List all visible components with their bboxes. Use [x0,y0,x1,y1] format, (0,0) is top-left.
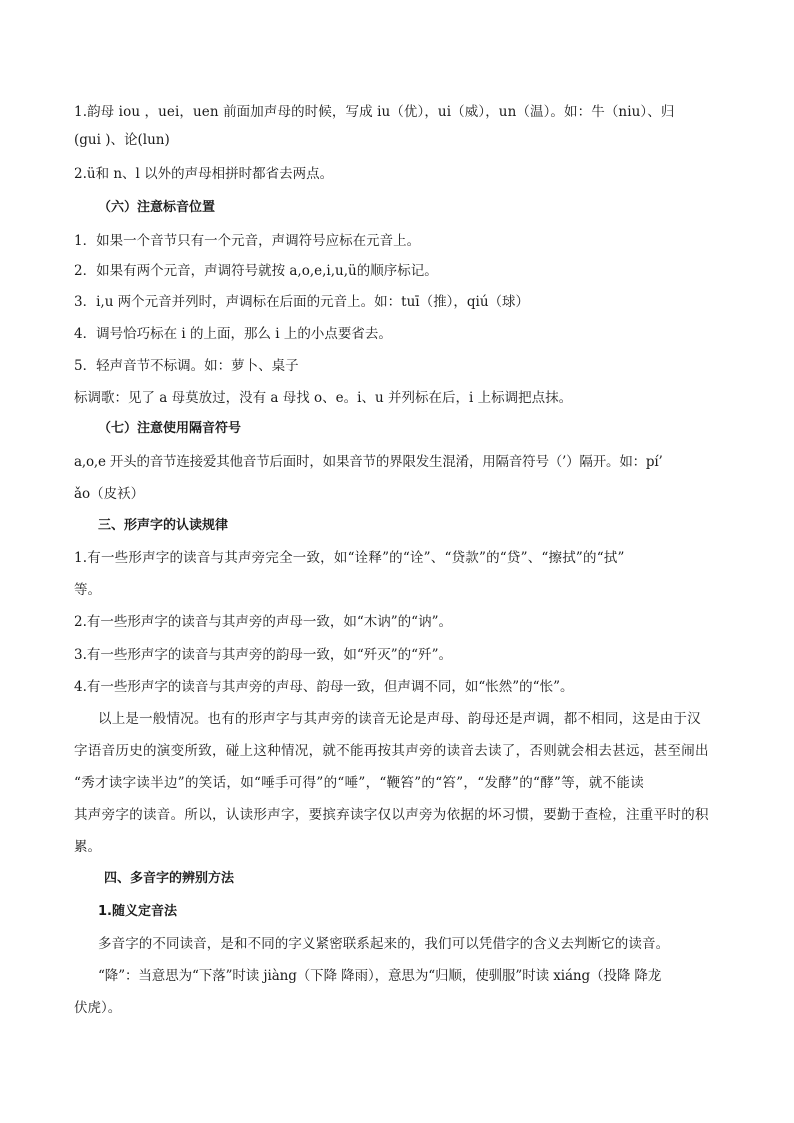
paragraph-line: “降”：当意思为“下落”时读 jiàng（下降 降雨），意思为“归顺，使驯服”时读 xiáng（投降 降龙 [98,968,662,984]
paragraph-line: 伏虎）。 [74,1000,122,1016]
paragraph-line: 以上是一般情况。也有的形声字与其声旁的读音无论是声母、韵母还是声调，都不相同，这是由于汉 [98,711,701,727]
paragraph-line: (gui )、论(lun) [74,132,170,148]
paragraph-line: 标调歌：见了 a 母莫放过，没有 a 母找 o、e。i、u 并列标在后，i 上标调把点抹。 [74,390,573,406]
paragraph-line: 5．轻声音节不标调。如：萝卜、桌子 [74,358,299,374]
paragraph-line: 3.有一些形声字的读音与其声旁的韵母一致，如“歼灭”的“歼”。 [74,647,452,663]
paragraph-line: 累。 [74,839,101,855]
paragraph-line: 4．调号恰巧标在 i 的上面，那么 i 上的小点要省去。 [74,326,392,342]
paragraph-line: 2.ü和 n、l 以外的声母相拼时都省去两点。 [74,166,334,182]
paragraph-line: 1.有一些形声字的读音与其声旁完全一致，如“诠释”的“诠”、“贷款”的“贷”、“擦拭”的“拭” [74,550,625,566]
paragraph-line: 3．i,u 两个元音并列时，声调标在后面的元音上。如：tuī（推），qiú（球） [74,294,530,310]
subsection-heading: 1.随义定音法 [98,904,177,919]
paragraph-line: a,o,e 开头的音节连接爱其他音节后面时，如果音节的界限发生混淆，用隔音符号（’）隔开。如：pí’ [74,454,663,470]
paragraph-line: 其声旁字的读音。所以，认读形声字，要摈弃读字仅以声旁为依据的坏习惯，要勤于查检，注重平时的积 [74,807,709,823]
section-heading: （七）注意使用隔音符号 [98,421,242,436]
paragraph-line: 1．如果一个音节只有一个元音，声调符号应标在元音上。 [74,233,421,249]
paragraph-line: 等。 [74,582,101,598]
section-heading: （六）注意标音位置 [98,200,216,215]
paragraph-line: 1.韵母 iou ，uei，uen 前面加声母的时候，写成 iu（优），ui（威），un（温）。如：牛（niu）、归 [74,104,675,120]
section-heading: 四、多音字的辨别方法 [104,871,235,886]
paragraph-line: 字语音历史的演变所致，碰上这种情况，就不能再按其声旁的读音去读了，否则就会相去甚远，甚至闹出 [74,743,709,759]
paragraph-line: “秀才读字读半边”的笑话，如“唾手可得”的“唾”，“鞭笞”的“笞”，“发酵”的“酵”等，就不能读 [74,775,645,791]
paragraph-line: 4.有一些形声字的读音与其声旁的声母、韵母一致，但声调不同，如“怅然”的“怅”。 [74,679,574,695]
paragraph-line: 2.有一些形声字的读音与其声旁的声母一致，如“木讷”的“讷”。 [74,614,452,630]
paragraph-line: 2．如果有两个元音，声调符号就按 a,o,e,i,u,ü的顺序标记。 [74,263,438,279]
paragraph-line: ǎo（皮袄） [74,486,145,502]
section-heading: 三、形声字的认读规律 [98,518,229,533]
paragraph-line: 多音字的不同读音，是和不同的字义紧密联系起来的，我们可以凭借字的含义去判断它的读音。 [98,936,670,952]
